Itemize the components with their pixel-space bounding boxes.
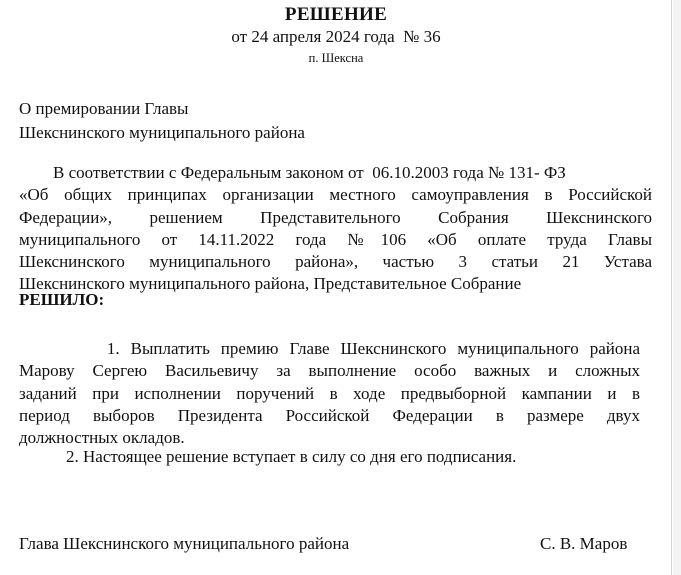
document-title: РЕШЕНИЕ — [284, 4, 388, 25]
subject-line-2: Шекснинского муниципального района — [19, 123, 305, 142]
item-1-line: Марову Сергею Васильевичу за выполнение особо важных и сложных — [19, 361, 640, 381]
item-1-line: должностных окладов. — [19, 428, 185, 448]
page-edge — [673, 0, 681, 575]
preamble-paragraph — [19, 162, 652, 296]
decision-item-2: 2. Настоящее решение вступает в силу со дня его подписания. — [66, 447, 517, 466]
preamble-line: Шекснинского муниципального района», частью 3 статьи 21 Устава — [19, 252, 652, 272]
preamble-line: В соответствии с Федеральным законом от 06.10.2003 года № 131- ФЗ — [19, 163, 566, 182]
decision-item-1 — [19, 338, 640, 449]
document-subject — [19, 97, 305, 145]
signature-position: Глава Шекснинского муниципального района — [19, 534, 350, 553]
preamble-line: «Об общих принципах организации местного самоуправления в Российской — [19, 185, 652, 205]
subject-line-1: О премировании Главы — [19, 99, 189, 118]
item-1-line: 1. Выплатить премию Главе Шекснинского муниципального района — [19, 339, 640, 358]
decided-heading: РЕШИЛО: — [19, 290, 105, 309]
signature-name: С. В. Маров — [540, 534, 628, 553]
preamble-line: Шекснинского муниципального района, Представительное Собрание — [19, 274, 522, 294]
item-1-line: заданий при исполнении поручений в ходе предвыборной кампании и в — [19, 383, 640, 403]
preamble-line: Федерации», решением Представительного Собрания Шекснинского — [19, 207, 652, 227]
preamble-line: муниципального от 14.11.2022 года №106 «Об оплате труда Главы — [19, 229, 652, 249]
document-place: п. Шексна — [308, 51, 364, 65]
item-1-line: период выборов Президента Российской Федерации в размере двух — [19, 405, 640, 425]
document-date-number: от 24 апреля 2024 года № 36 — [231, 27, 441, 46]
